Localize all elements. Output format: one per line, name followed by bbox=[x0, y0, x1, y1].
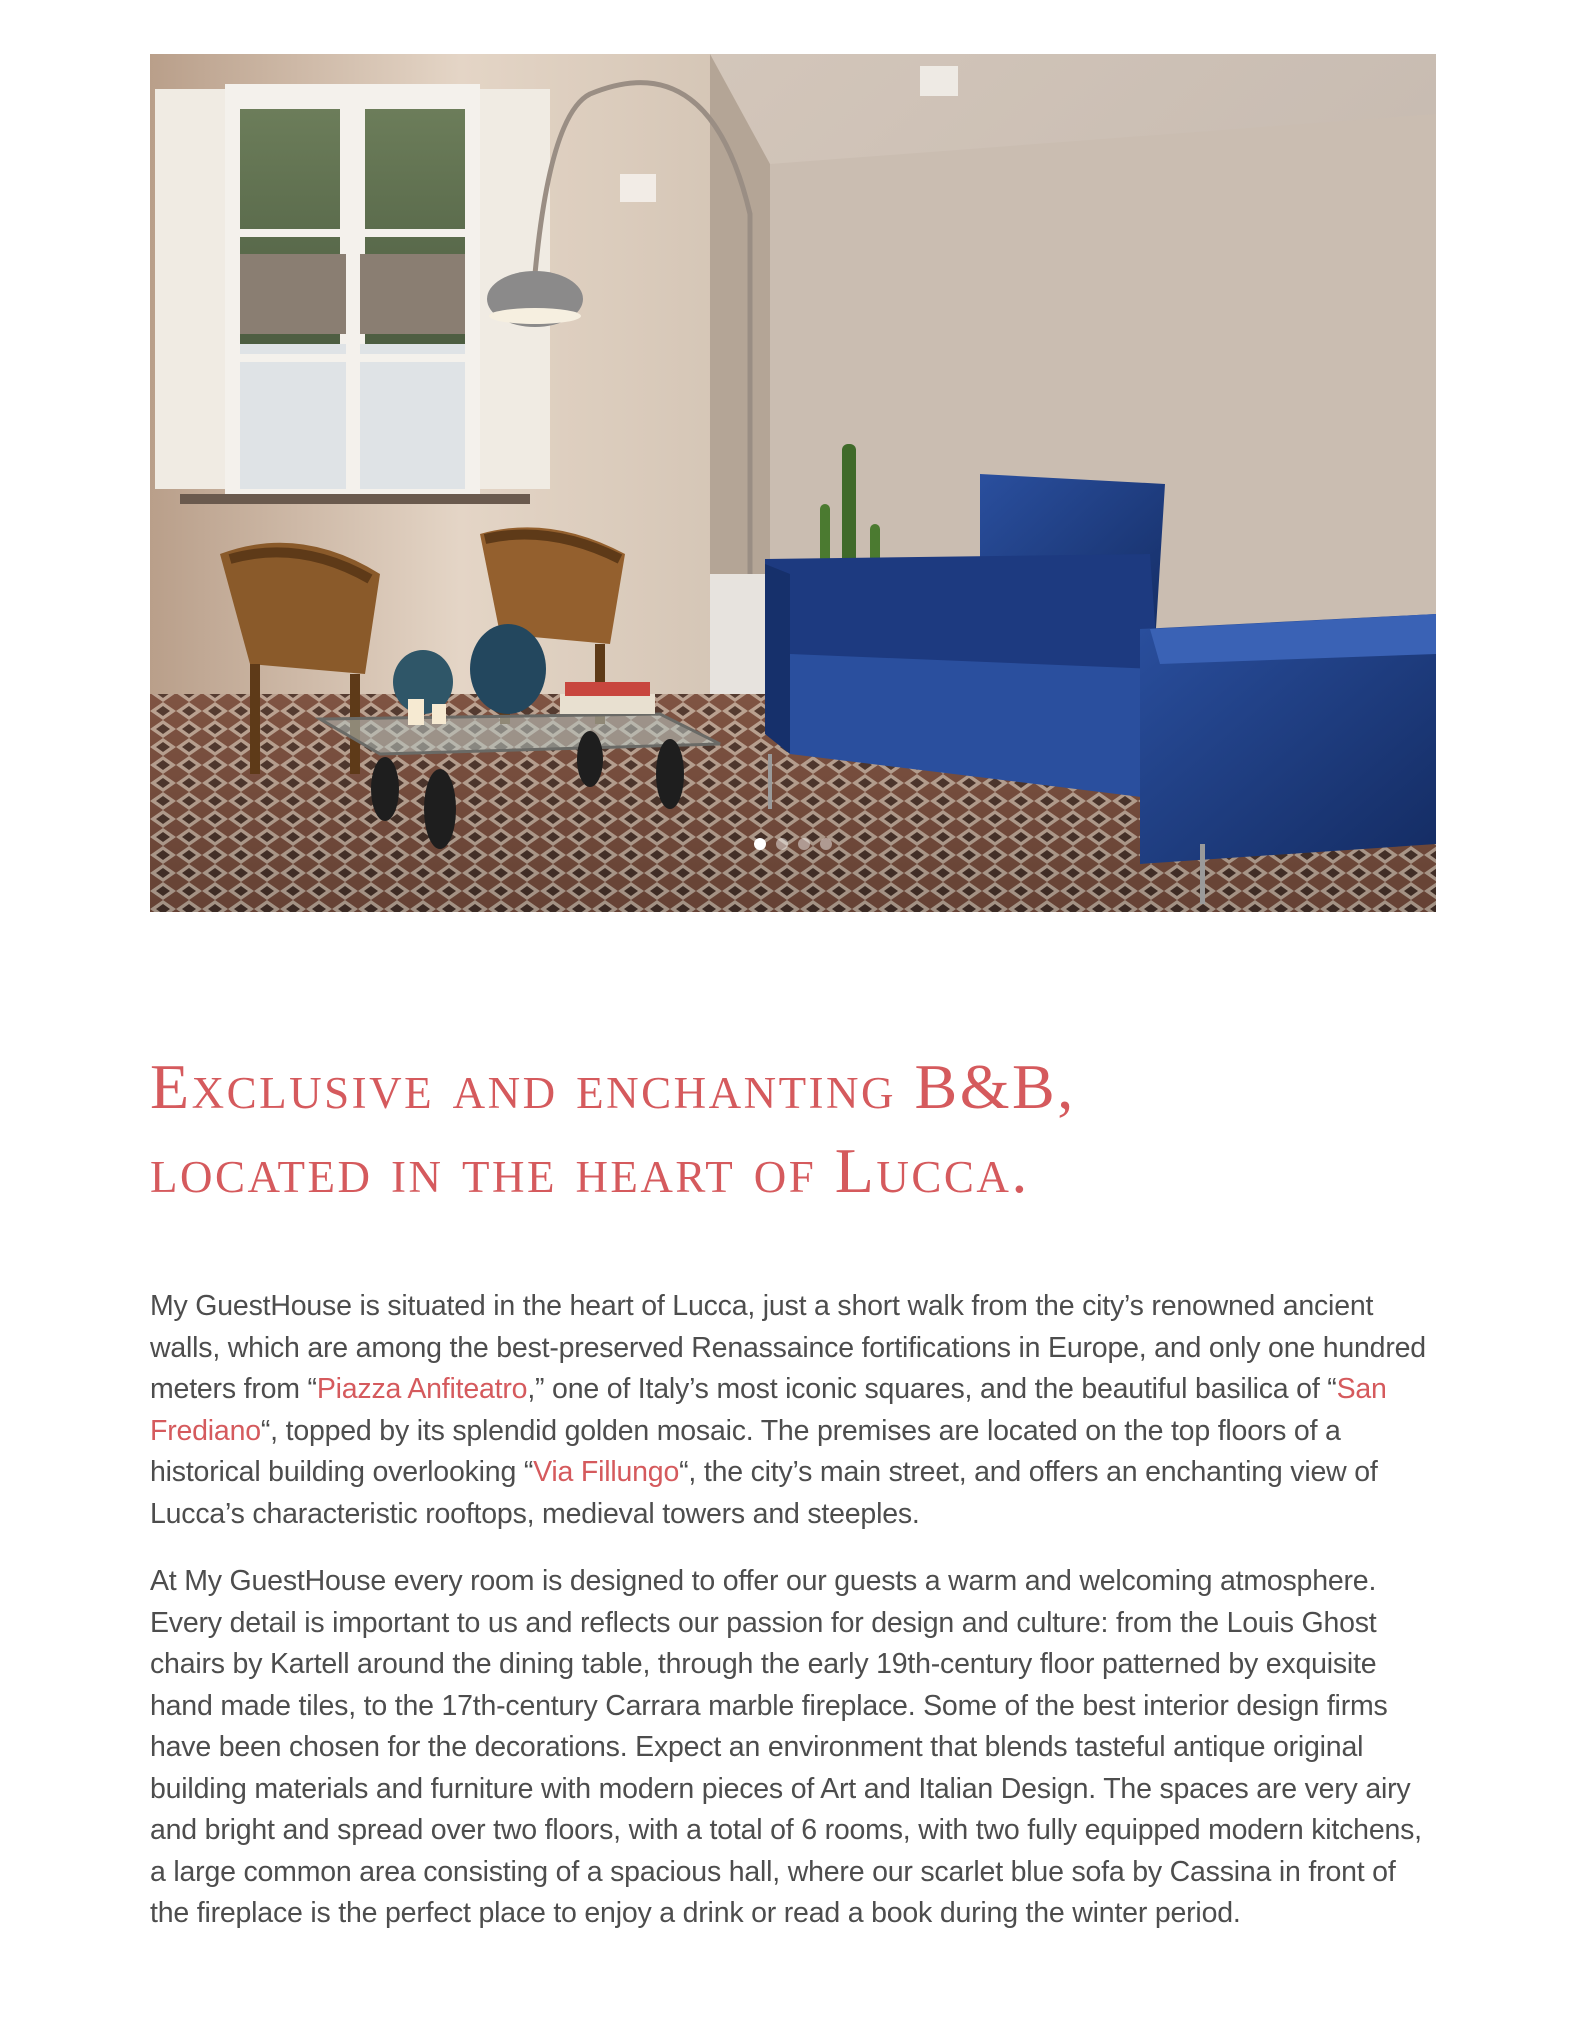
intro-text-1: My GuestHouse is situated in the heart of Lucca, just a short walk from the city’s renowned ancient walls, which are among the best-preserved Renassaince fortifications in Europe, and only one hundred meters from “ bbox=[150, 1290, 1426, 1405]
content bbox=[150, 1286, 1440, 1961]
page-headline bbox=[150, 1045, 1440, 1213]
hero-image bbox=[150, 54, 1436, 912]
headline-line-1: Exclusive and enchanting B&B, bbox=[150, 1051, 1076, 1122]
slider-dot[interactable] bbox=[754, 838, 766, 850]
slider-dot[interactable] bbox=[820, 838, 832, 850]
slider-dot[interactable] bbox=[776, 838, 788, 850]
details-paragraph: At My GuestHouse every room is designed to offer our guests a warm and welcoming atmosphere. Every detail is important to us and reflects our passion for design and culture: from the Louis Ghost chairs by Kartell around the dining table, through the early 19th-century floor patterned by exquisite hand made tiles, to the 17th-century Carrara marble fireplace. Some of the best interior design firms have been chosen for the decorations. Expect an environment that blends tasteful antique original building materials and furniture with modern pieces of Art and Italian Design. The spaces are very airy and bright and spread over two floors, with a total of 6 rooms, with two fully equipped modern kitchens, a large common area consisting of a spacious hall, where our scarlet blue sofa by Cassina in front of the fireplace is the perfect place to enjoy a drink or read a book during the winter period. bbox=[150, 1565, 1422, 1929]
intro-text-3: “, topped by its splendid golden mosaic. The premises are located on the top floors of a historical building overlooking “ bbox=[150, 1414, 1341, 1488]
san-frediano-link[interactable]: San Frediano bbox=[150, 1373, 1387, 1447]
intro-text-4: “, the city’s main street, and offers an enchanting view of Lucca’s characteristic rooftops, medieval towers and steeples. bbox=[150, 1456, 1378, 1530]
slider-dot[interactable] bbox=[798, 838, 810, 850]
piazza-anfiteatro-link[interactable]: Piazza Anfiteatro bbox=[316, 1373, 528, 1405]
slider-dots bbox=[150, 838, 1436, 850]
via-fillungo-link[interactable]: Via Fillungo bbox=[533, 1456, 680, 1488]
intro-text-2: ,” one of Italy’s most iconic squares, and the beautiful basilica of “ bbox=[527, 1373, 1337, 1405]
headline-line-2: located in the heart of Lucca. bbox=[150, 1135, 1030, 1206]
intro-paragraph bbox=[150, 1286, 1440, 1535]
hero-slider[interactable] bbox=[150, 54, 1436, 912]
